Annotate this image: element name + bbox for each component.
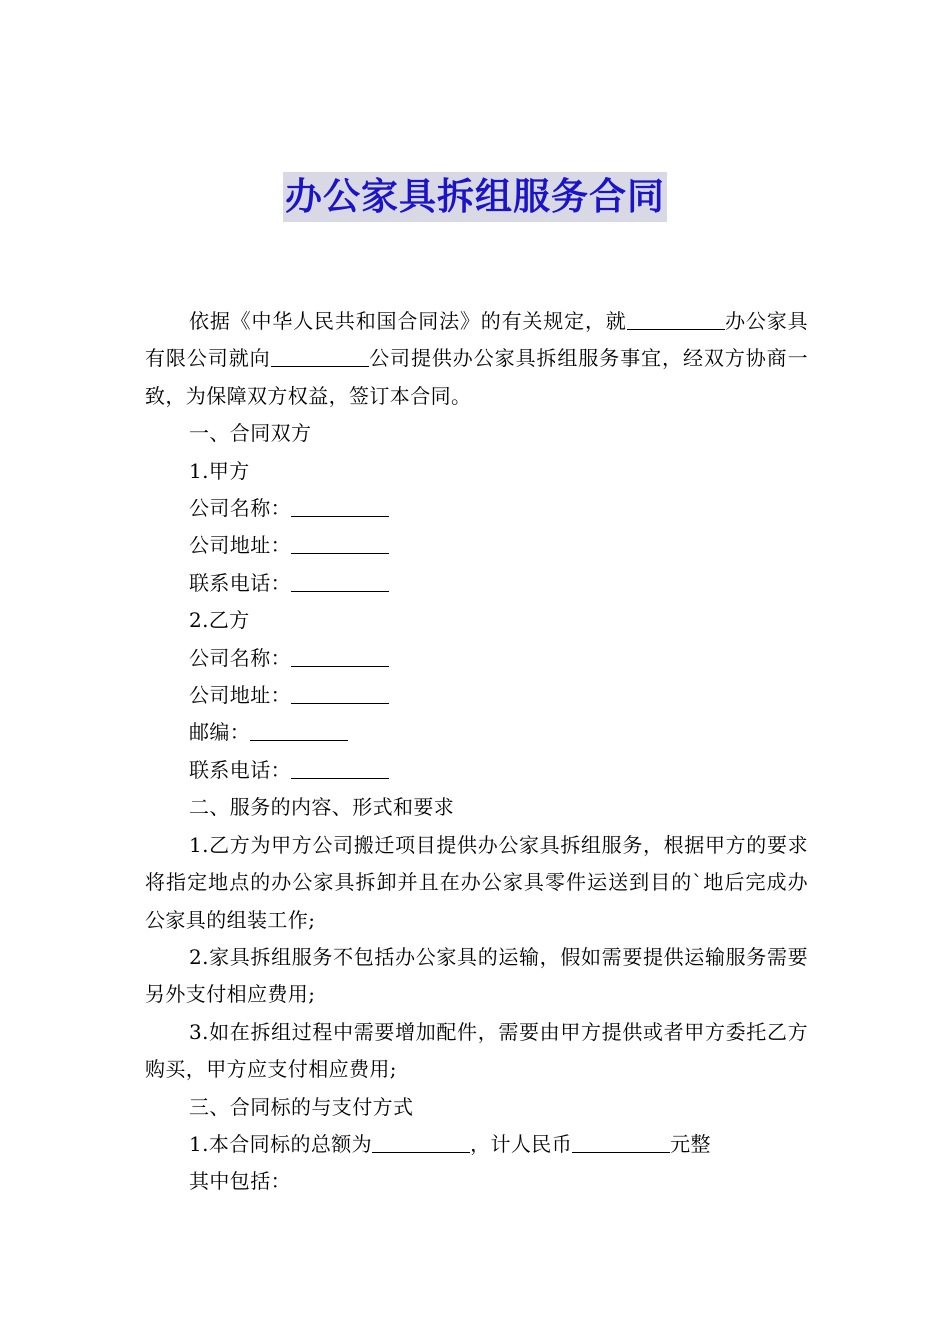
- section-heading-3: 三、合同标的与支付方式: [189, 1094, 414, 1119]
- payment-text-c: 元整: [670, 1131, 711, 1156]
- party-b-zip-line: [145, 714, 808, 751]
- party-b-phone-line: [145, 752, 808, 789]
- blank-line: [291, 757, 389, 779]
- blank-line: [572, 1131, 670, 1153]
- service-item-1: 1.乙方为甲方公司搬迁项目提供办公家具拆组服务，根据甲方的要求将指定地点的办公家具拆卸并且在办公家具零件运送到目的`地后完成办公家具的组装工作;: [145, 832, 808, 932]
- service-item-3: 3.如在拆组过程中需要增加配件，需要由甲方提供或者甲方委托乙方购买，甲方应支付相应费用;: [145, 1019, 808, 1082]
- intro-paragraph: [145, 303, 808, 415]
- blank-line: [291, 645, 389, 667]
- field-label: 公司名称：: [189, 496, 291, 521]
- blank-line: [291, 570, 389, 592]
- blank-line: [372, 1131, 470, 1153]
- field-label: 联系电话：: [189, 757, 291, 782]
- blank-line: [291, 532, 389, 554]
- blank-line: [271, 345, 369, 367]
- payment-item-1: [145, 1126, 808, 1163]
- party-b-address-line: [145, 677, 808, 714]
- intro-text-a: 依据《中华人民共和国合同法》的有关规定，就: [189, 309, 627, 333]
- field-label: 公司地址：: [189, 533, 291, 558]
- service-item-2: 2.家具拆组服务不包括办公家具的运输，假如需要提供运输服务需要另外支付相应费用;: [145, 944, 808, 1007]
- intro-text-c: 公司提供办公家具拆组服务事宜，经双方协商一致，为保障双方权益，签订本合同。: [145, 346, 808, 408]
- blank-line: [291, 682, 389, 704]
- document-title-wrapper: [0, 172, 950, 232]
- field-label: 公司名称：: [189, 645, 291, 670]
- party-a-name-line: [145, 490, 808, 527]
- field-label: 联系电话：: [189, 570, 291, 595]
- party-a-address-line: [145, 527, 808, 564]
- blank-line: [627, 308, 725, 330]
- section-heading-2: 二、服务的内容、形式和要求: [189, 795, 455, 820]
- blank-line: [291, 495, 389, 517]
- intro-text-b: 办公家具有限公司就向: [145, 309, 808, 371]
- blank-line: [250, 719, 348, 741]
- includes-line: 其中包括：: [189, 1169, 291, 1194]
- payment-text-b: ，计人民币: [470, 1131, 573, 1156]
- section-heading-1: 一、合同双方: [189, 421, 312, 446]
- party-a-phone-line: [145, 565, 808, 602]
- field-label: 公司地址：: [189, 683, 291, 708]
- party-b-heading: 2.乙方: [189, 608, 250, 633]
- party-a-heading: 1.甲方: [189, 458, 250, 483]
- payment-text-a: 1.本合同标的总额为: [189, 1131, 373, 1156]
- party-b-name-line: [145, 640, 808, 677]
- contract-body: [145, 303, 808, 1201]
- document-title: 办公家具拆组服务合同: [283, 172, 667, 222]
- field-label: 邮编：: [189, 720, 251, 745]
